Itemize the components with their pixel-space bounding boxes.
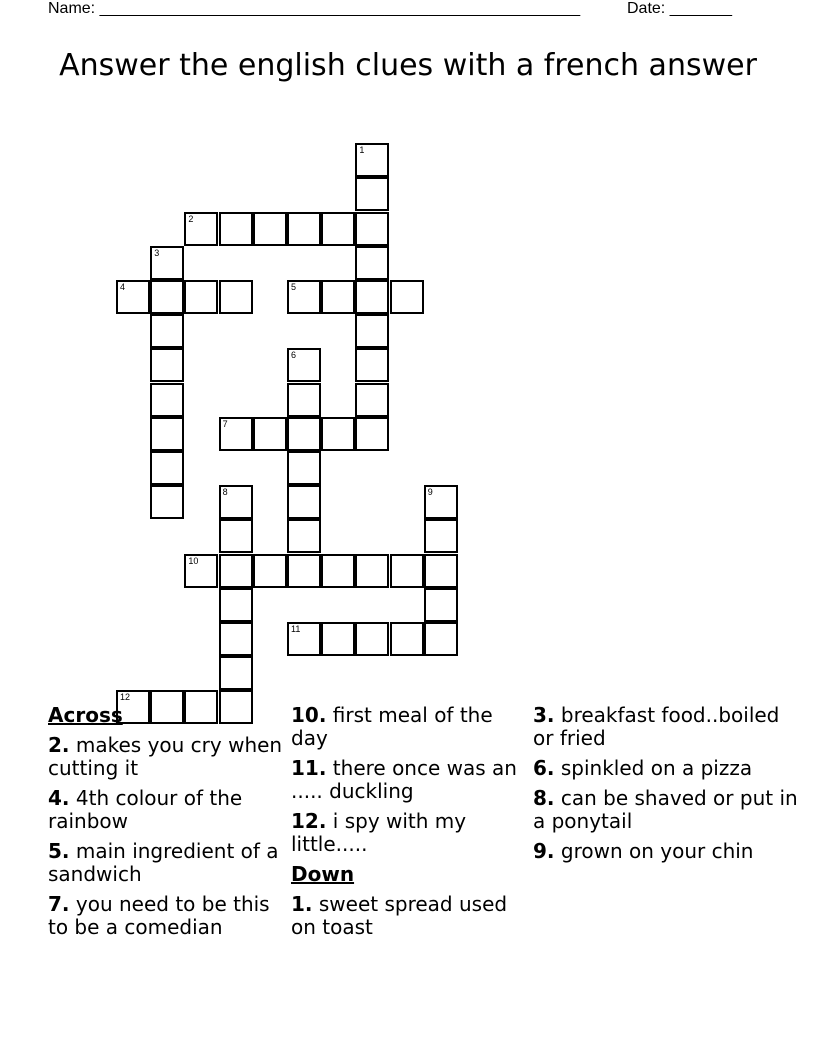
clue-item: [48, 787, 288, 833]
clue-number: 6: [291, 350, 297, 361]
grid-cell[interactable]: [355, 348, 389, 382]
grid-cell[interactable]: [253, 212, 287, 246]
clue-number: 8.: [533, 786, 555, 810]
clue-number: 4: [120, 282, 126, 292]
grid-cell[interactable]: [150, 246, 184, 280]
grid-cell[interactable]: [321, 417, 355, 451]
across-heading: Across: [48, 703, 123, 727]
grid-cell[interactable]: [424, 588, 458, 622]
clue-item: [48, 893, 288, 939]
grid-cell[interactable]: [287, 622, 321, 656]
grid-cell[interactable]: [253, 554, 287, 588]
clue-item: [291, 757, 527, 803]
grid-cell[interactable]: [219, 656, 253, 690]
grid-cell[interactable]: [219, 519, 253, 553]
grid-cell[interactable]: [321, 280, 355, 314]
clue-item: [291, 810, 527, 856]
grid-cell[interactable]: [219, 554, 253, 588]
clue-item: [291, 704, 527, 750]
grid-cell[interactable]: [424, 622, 458, 656]
grid-cell[interactable]: [253, 417, 287, 451]
grid-cell[interactable]: [150, 417, 184, 451]
clue-number: 1: [359, 145, 365, 156]
grid-cell[interactable]: [184, 554, 218, 588]
clue-item: [533, 757, 803, 780]
clue-number: 5: [291, 282, 297, 292]
grid-cell[interactable]: [355, 177, 389, 211]
clue-number: 9.: [533, 839, 555, 863]
grid-cell[interactable]: [287, 417, 321, 451]
page-title: Answer the english clues with a french answer: [59, 48, 757, 83]
grid-cell[interactable]: [355, 246, 389, 280]
grid-cell[interactable]: [150, 383, 184, 417]
clue-text: breakfast food..boiled or fried: [533, 703, 780, 750]
clue-number: 2: [188, 213, 194, 224]
clue-text: makes you cry when cutting it: [48, 733, 283, 780]
clue-number: 12: [120, 692, 131, 703]
clue-item: [533, 704, 803, 750]
clue-number: 11: [291, 624, 301, 634]
clues-column-3: [533, 704, 803, 870]
grid-cell[interactable]: [150, 485, 184, 519]
clue-number: 2.: [48, 733, 70, 757]
clue-text: can be shaved or put in a ponytail: [533, 786, 798, 833]
grid-cell[interactable]: [219, 622, 253, 656]
grid-cell[interactable]: [424, 485, 458, 519]
grid-cell[interactable]: [150, 280, 184, 314]
grid-cell[interactable]: [219, 417, 253, 451]
grid-cell[interactable]: [219, 280, 253, 314]
grid-cell[interactable]: [355, 314, 389, 348]
clue-item: [48, 734, 288, 780]
grid-cell[interactable]: [355, 143, 389, 177]
clue-item: [533, 787, 803, 833]
grid-cell[interactable]: [184, 280, 218, 314]
grid-cell[interactable]: [184, 212, 218, 246]
clue-text: sweet spread used on toast: [291, 892, 508, 939]
grid-cell[interactable]: [287, 554, 321, 588]
grid-cell[interactable]: [355, 383, 389, 417]
grid-cell[interactable]: [355, 622, 389, 656]
grid-cell[interactable]: [287, 348, 321, 382]
grid-cell[interactable]: [219, 212, 253, 246]
clue-number: 10: [188, 555, 199, 566]
clue-number: 12.: [291, 809, 327, 833]
grid-cell[interactable]: [287, 451, 321, 485]
grid-cell[interactable]: [321, 212, 355, 246]
grid-cell[interactable]: [150, 348, 184, 382]
clue-number: 1.: [291, 892, 313, 916]
grid-cell[interactable]: [219, 485, 253, 519]
clue-number: 7.: [48, 892, 70, 916]
grid-cell[interactable]: [321, 622, 355, 656]
clue-text: i spy with my little.....: [291, 809, 467, 856]
clue-number: 8: [222, 487, 228, 498]
clue-text: 4th colour of the rainbow: [48, 786, 243, 833]
clue-number: 7: [222, 418, 228, 429]
grid-cell[interactable]: [424, 554, 458, 588]
clue-number: 6.: [533, 756, 555, 780]
clue-number: 11.: [291, 756, 327, 780]
grid-cell[interactable]: [150, 451, 184, 485]
clue-item: [533, 840, 803, 863]
down-heading: Down: [291, 862, 355, 886]
grid-cell[interactable]: [355, 280, 389, 314]
grid-cell[interactable]: [150, 314, 184, 348]
grid-cell[interactable]: [355, 554, 389, 588]
grid-cell[interactable]: [321, 554, 355, 588]
grid-cell[interactable]: [390, 280, 424, 314]
clue-text: grown on your chin: [554, 839, 754, 863]
clue-number: 9: [427, 487, 433, 498]
grid-cell[interactable]: [287, 212, 321, 246]
clue-text: main ingredient of a sandwich: [48, 839, 279, 886]
grid-cell[interactable]: [219, 588, 253, 622]
clue-item: [48, 840, 288, 886]
clue-text: spinkled on a pizza: [554, 756, 753, 780]
clues-column-2: [291, 704, 527, 946]
grid-cell[interactable]: [355, 212, 389, 246]
clue-number: 3.: [533, 703, 555, 727]
grid-cell[interactable]: [287, 280, 321, 314]
date-field-label: Date: _______: [627, 0, 732, 17]
clue-text: first meal of the day: [291, 703, 493, 750]
clue-number: 5.: [48, 839, 70, 863]
clue-text: you need to be this to be a comedian: [48, 892, 270, 939]
grid-cell[interactable]: [390, 622, 424, 656]
clue-text: there once was an ..... duckling: [291, 756, 517, 803]
grid-cell[interactable]: [287, 485, 321, 519]
clues-column-1: [48, 704, 288, 946]
grid-cell[interactable]: [287, 383, 321, 417]
clue-item: [291, 893, 527, 939]
grid-cell[interactable]: [116, 280, 150, 314]
grid-cell[interactable]: [287, 519, 321, 553]
grid-cell[interactable]: [424, 519, 458, 553]
clue-number: 10.: [291, 703, 327, 727]
grid-cell[interactable]: [390, 554, 424, 588]
clue-number: 3: [154, 247, 160, 258]
name-field-label: Name: ______________________________________________________: [48, 0, 581, 17]
clue-number: 4.: [48, 786, 70, 810]
grid-cell[interactable]: [355, 417, 389, 451]
